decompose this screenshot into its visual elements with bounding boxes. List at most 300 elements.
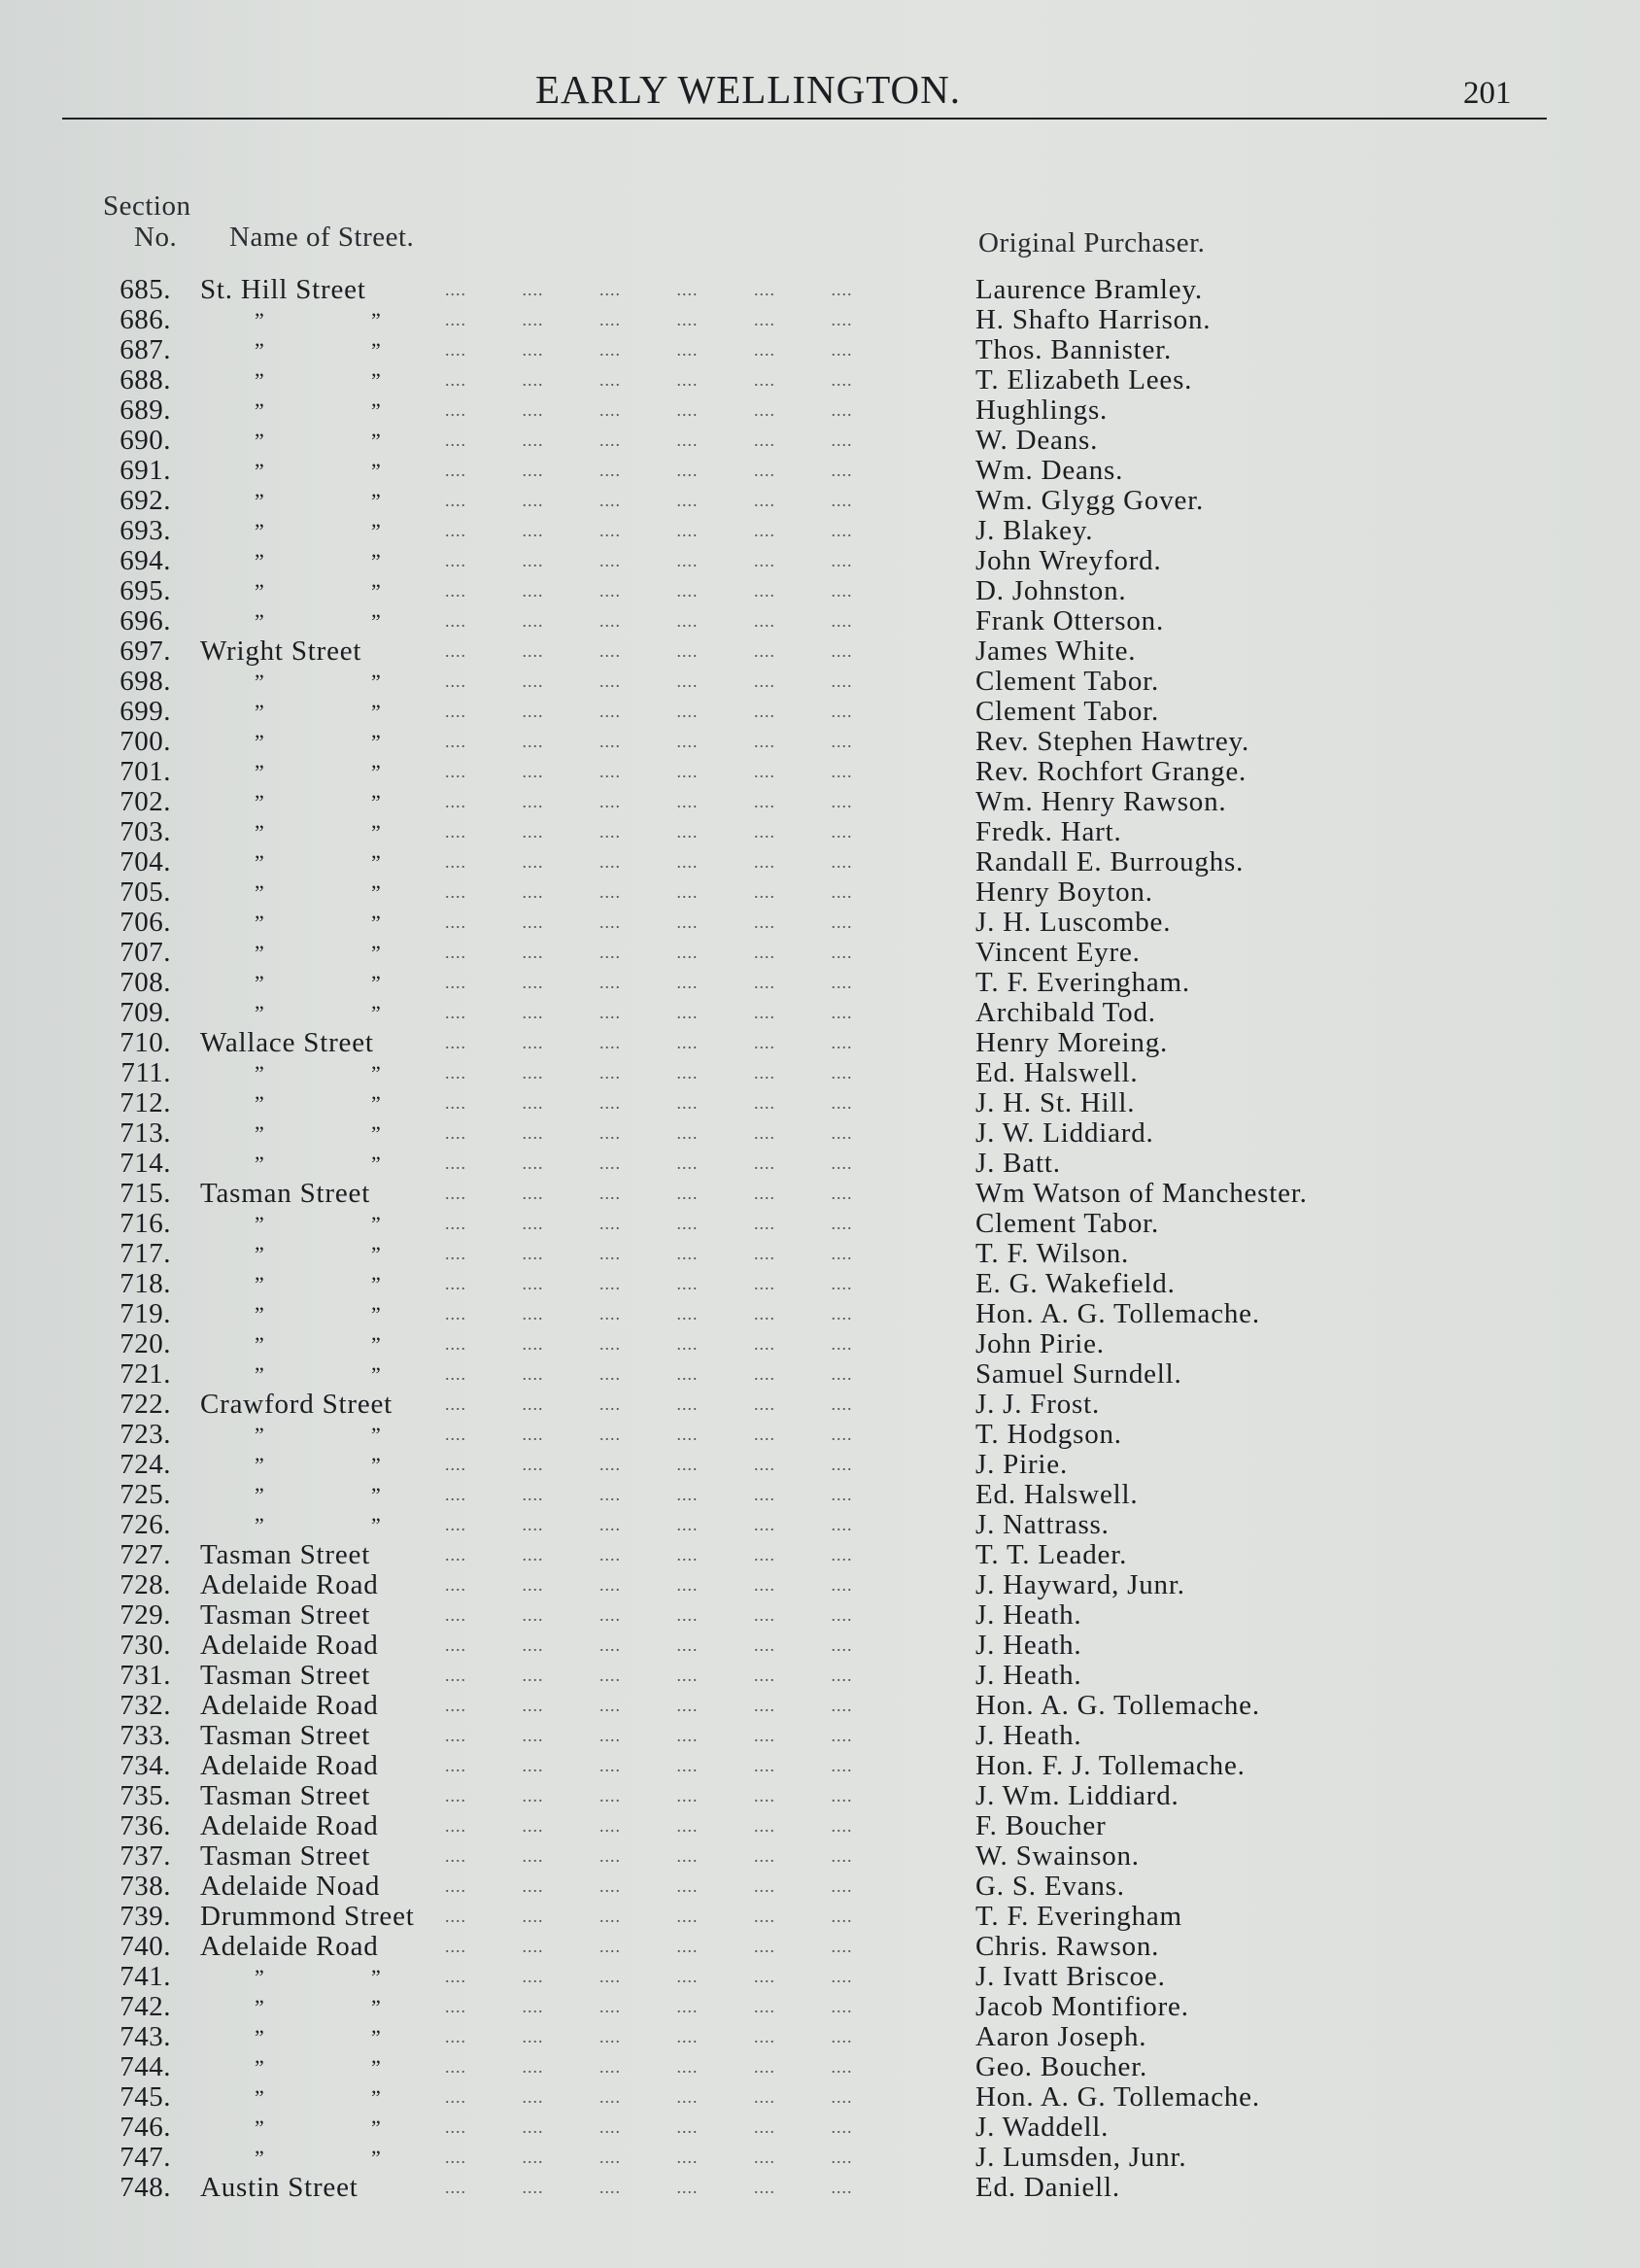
table-row xyxy=(0,1781,1640,1811)
ditto-marks: ” ” xyxy=(255,1212,383,1236)
table-row xyxy=(0,2082,1640,2113)
table-row xyxy=(0,757,1640,787)
dot-leader: .... .... .... .... .... .... xyxy=(445,2148,853,2167)
table-row xyxy=(0,1570,1640,1600)
section-number: 741. xyxy=(120,1961,171,1992)
ditto-marks: ” ” xyxy=(255,2115,383,2140)
dot-leader: .... .... .... .... .... .... xyxy=(445,2027,853,2046)
purchaser-name: Rev. Rochfort Grange. xyxy=(975,756,1247,787)
purchaser-name: John Wreyford. xyxy=(975,545,1162,576)
purchaser-name: Fredk. Hart. xyxy=(975,816,1122,847)
table-row xyxy=(0,1841,1640,1872)
dot-leader: .... .... .... .... .... .... xyxy=(445,2087,853,2107)
purchaser-name: J. Batt. xyxy=(975,1148,1061,1179)
purchaser-name: Chris. Rawson. xyxy=(975,1931,1160,1962)
table-row xyxy=(0,968,1640,998)
purchaser-name: J. Waddell. xyxy=(975,2112,1110,2143)
purchaser-name: Ed. Daniell. xyxy=(975,2172,1120,2203)
dot-leader: .... .... .... .... .... .... xyxy=(445,1304,853,1323)
dot-leader: .... .... .... .... .... .... xyxy=(445,1093,853,1113)
ditto-marks: ” ” xyxy=(255,670,383,694)
section-number: 739. xyxy=(120,1901,171,1932)
purchaser-name: Frank Otterson. xyxy=(975,605,1165,636)
dot-leader: .... .... .... .... .... .... xyxy=(445,1876,853,1896)
dot-leader: .... .... .... .... .... .... xyxy=(445,1997,853,2016)
purchaser-name: J. Lumsden, Junr. xyxy=(975,2142,1187,2173)
purchaser-name: T. T. Leader. xyxy=(975,1539,1128,1570)
ditto-marks: ” ” xyxy=(255,880,383,905)
dot-leader: .... .... .... .... .... .... xyxy=(445,762,853,781)
section-number: 721. xyxy=(120,1358,171,1390)
dot-leader: .... .... .... .... .... .... xyxy=(445,1846,853,1866)
dot-leader: .... .... .... .... .... .... xyxy=(445,1063,853,1082)
purchaser-name: Clement Tabor. xyxy=(975,1208,1160,1239)
dot-leader: .... .... .... .... .... .... xyxy=(445,1033,853,1052)
ditto-marks: ” ” xyxy=(255,730,383,754)
table-row xyxy=(0,1269,1640,1299)
dot-leader: .... .... .... .... .... .... xyxy=(445,1575,853,1595)
dot-leader: .... .... .... .... .... .... xyxy=(445,1756,853,1775)
table-row xyxy=(0,1992,1640,2022)
dot-leader: .... .... .... .... .... .... xyxy=(445,943,853,962)
purchaser-name: Wm Watson of Manchester. xyxy=(975,1178,1308,1209)
purchaser-name: T. F. Wilson. xyxy=(975,1238,1130,1269)
section-number: 694. xyxy=(120,545,171,576)
section-number: 737. xyxy=(120,1840,171,1872)
dot-leader: .... .... .... .... .... .... xyxy=(445,1003,853,1022)
section-number: 726. xyxy=(120,1509,171,1540)
purchaser-name: Thos. Bannister. xyxy=(975,334,1173,365)
section-number: 736. xyxy=(120,1810,171,1841)
purchaser-name: Randall E. Burroughs. xyxy=(975,846,1245,877)
ditto-marks: ” ” xyxy=(255,1061,383,1085)
purchaser-name: Vincent Eyre. xyxy=(975,937,1141,968)
table-row xyxy=(0,1088,1640,1118)
section-number: 730. xyxy=(120,1630,171,1661)
section-number: 714. xyxy=(120,1148,171,1179)
dot-leader: .... .... .... .... .... .... xyxy=(445,461,853,480)
table-row xyxy=(0,426,1640,456)
dot-leader: .... .... .... .... .... .... xyxy=(445,1364,853,1384)
column-header-section-no: No. xyxy=(134,222,178,253)
table-row xyxy=(0,456,1640,486)
section-number: 713. xyxy=(120,1117,171,1149)
purchaser-name: J. H. Luscombe. xyxy=(975,907,1172,938)
street-name: Tasman Street xyxy=(200,1599,371,1631)
section-number: 719. xyxy=(120,1298,171,1329)
purchaser-name: Ed. Halswell. xyxy=(975,1057,1139,1088)
purchaser-name: Archibald Tod. xyxy=(975,997,1156,1028)
purchaser-name: Geo. Boucher. xyxy=(975,2051,1148,2082)
dot-leader: .... .... .... .... .... .... xyxy=(445,641,853,661)
ditto-marks: ” ” xyxy=(255,398,383,423)
section-number: 733. xyxy=(120,1720,171,1751)
ditto-marks: ” ” xyxy=(255,1423,383,1447)
ditto-marks: ” ” xyxy=(255,1332,383,1357)
section-number: 738. xyxy=(120,1871,171,1902)
street-name: Wright Street xyxy=(200,636,362,667)
table-row xyxy=(0,2143,1640,2173)
dot-leader: .... .... .... .... .... .... xyxy=(445,1274,853,1293)
section-number: 686. xyxy=(120,304,171,335)
section-number: 732. xyxy=(120,1690,171,1721)
ditto-marks: ” ” xyxy=(255,760,383,784)
section-number: 718. xyxy=(120,1268,171,1299)
table-row xyxy=(0,1480,1640,1510)
section-number: 708. xyxy=(120,967,171,998)
street-name: Tasman Street xyxy=(200,1780,371,1811)
table-row xyxy=(0,576,1640,606)
section-number: 687. xyxy=(120,334,171,365)
dot-leader: .... .... .... .... .... .... xyxy=(445,1666,853,1685)
section-number: 743. xyxy=(120,2021,171,2052)
section-number: 691. xyxy=(120,455,171,486)
table-row xyxy=(0,1118,1640,1149)
purchaser-name: John Pirie. xyxy=(975,1328,1105,1359)
table-row xyxy=(0,1028,1640,1058)
section-number: 696. xyxy=(120,605,171,636)
section-number: 717. xyxy=(120,1238,171,1269)
ditto-marks: ” ” xyxy=(255,911,383,935)
table-row xyxy=(0,1329,1640,1359)
section-number: 705. xyxy=(120,876,171,908)
section-number: 692. xyxy=(120,485,171,516)
dot-leader: .... .... .... .... .... .... xyxy=(445,1816,853,1836)
table-row xyxy=(0,546,1640,576)
ditto-marks: ” ” xyxy=(255,429,383,453)
dot-leader: .... .... .... .... .... .... xyxy=(445,1786,853,1805)
section-number: 706. xyxy=(120,907,171,938)
table-row xyxy=(0,335,1640,365)
purchaser-name: E. G. Wakefield. xyxy=(975,1268,1176,1299)
purchaser-name: Laurence Bramley. xyxy=(975,274,1203,305)
ditto-marks: ” ” xyxy=(255,1272,383,1296)
table-row xyxy=(0,1932,1640,1962)
ditto-marks: ” ” xyxy=(255,1242,383,1266)
column-header-purchaser: Original Purchaser. xyxy=(978,227,1206,258)
table-row xyxy=(0,998,1640,1028)
purchaser-name: J. J. Frost. xyxy=(975,1389,1101,1420)
table-row xyxy=(0,1600,1640,1631)
table-row xyxy=(0,1179,1640,1209)
ditto-marks: ” ” xyxy=(255,1453,383,1477)
purchaser-name: J. Heath. xyxy=(975,1660,1082,1691)
ditto-marks: ” ” xyxy=(255,489,383,513)
purchaser-name: Henry Moreing. xyxy=(975,1027,1169,1058)
street-name: Adelaide Road xyxy=(200,1690,379,1721)
dot-leader: .... .... .... .... .... .... xyxy=(445,400,853,420)
dot-leader: .... .... .... .... .... .... xyxy=(445,2057,853,2077)
table-row xyxy=(0,1390,1640,1420)
table-row xyxy=(0,395,1640,426)
purchaser-name: J. W. Liddiard. xyxy=(975,1117,1154,1149)
dot-leader: .... .... .... .... .... .... xyxy=(445,1214,853,1233)
section-number: 711. xyxy=(120,1057,171,1088)
dot-leader: .... .... .... .... .... .... xyxy=(445,1425,853,1444)
dot-leader: .... .... .... .... .... .... xyxy=(445,611,853,631)
section-number: 723. xyxy=(120,1419,171,1450)
ditto-marks: ” ” xyxy=(255,549,383,573)
dot-leader: .... .... .... .... .... .... xyxy=(445,852,853,872)
table-row xyxy=(0,305,1640,335)
section-number: 699. xyxy=(120,696,171,727)
section-number: 746. xyxy=(120,2112,171,2143)
dot-leader: .... .... .... .... .... .... xyxy=(445,732,853,751)
purchaser-name: W. Swainson. xyxy=(975,1840,1140,1872)
table-row xyxy=(0,1149,1640,1179)
dot-leader: .... .... .... .... .... .... xyxy=(445,1485,853,1504)
section-number: 748. xyxy=(120,2172,171,2203)
purchaser-name: Hon. A. G. Tollemache. xyxy=(975,1690,1260,1721)
dot-leader: .... .... .... .... .... .... xyxy=(445,1726,853,1745)
purchaser-name: T. Hodgson. xyxy=(975,1419,1122,1450)
purchaser-name: James White. xyxy=(975,636,1137,667)
ditto-marks: ” ” xyxy=(255,368,383,393)
purchaser-name: W. Deans. xyxy=(975,425,1099,456)
table-row xyxy=(0,667,1640,697)
section-number: 716. xyxy=(120,1208,171,1239)
purchaser-name: D. Johnston. xyxy=(975,575,1127,606)
table-row xyxy=(0,636,1640,667)
dot-leader: .... .... .... .... .... .... xyxy=(445,822,853,842)
dot-leader: .... .... .... .... .... .... xyxy=(445,310,853,329)
street-name: Adelaide Road xyxy=(200,1569,379,1600)
dot-leader: .... .... .... .... .... .... xyxy=(445,2178,853,2197)
street-name: Wallace Street xyxy=(200,1027,374,1058)
dot-leader: .... .... .... .... .... .... xyxy=(445,973,853,992)
table-row xyxy=(0,1540,1640,1570)
table-row xyxy=(0,1450,1640,1480)
purchaser-name: Wm. Henry Rawson. xyxy=(975,786,1227,817)
section-number: 702. xyxy=(120,786,171,817)
section-number: 720. xyxy=(120,1328,171,1359)
table-row xyxy=(0,275,1640,305)
ditto-marks: ” ” xyxy=(255,338,383,362)
section-number: 697. xyxy=(120,636,171,667)
ditto-marks: ” ” xyxy=(255,971,383,995)
ditto-marks: ” ” xyxy=(255,308,383,332)
section-number: 745. xyxy=(120,2081,171,2113)
table-row xyxy=(0,727,1640,757)
ditto-marks: ” ” xyxy=(255,941,383,965)
dot-leader: .... .... .... .... .... .... xyxy=(445,1967,853,1986)
ditto-marks: ” ” xyxy=(255,1151,383,1176)
purchaser-name: F. Boucher xyxy=(975,1810,1107,1841)
section-number: 740. xyxy=(120,1931,171,1962)
table-row xyxy=(0,486,1640,516)
dot-leader: .... .... .... .... .... .... xyxy=(445,671,853,691)
purchaser-name: Ed. Halswell. xyxy=(975,1479,1139,1510)
dot-leader: .... .... .... .... .... .... xyxy=(445,1635,853,1655)
dot-leader: .... .... .... .... .... .... xyxy=(445,430,853,450)
table-row xyxy=(0,908,1640,938)
table-row xyxy=(0,1661,1640,1691)
header-rule xyxy=(62,118,1547,120)
ditto-marks: ” ” xyxy=(255,1302,383,1326)
ditto-marks: ” ” xyxy=(255,1001,383,1025)
section-number: 735. xyxy=(120,1780,171,1811)
ditto-marks: ” ” xyxy=(255,700,383,724)
section-number: 722. xyxy=(120,1389,171,1420)
dot-leader: .... .... .... .... .... .... xyxy=(445,1907,853,1926)
purchaser-name: T. Elizabeth Lees. xyxy=(975,364,1193,395)
dot-leader: .... .... .... .... .... .... xyxy=(445,1153,853,1173)
column-header-section: Section xyxy=(103,190,191,222)
section-number: 747. xyxy=(120,2142,171,2173)
purchaser-name: J. Ivatt Briscoe. xyxy=(975,1961,1166,1992)
dot-leader: .... .... .... .... .... .... xyxy=(445,1605,853,1625)
purchaser-name: J. Blakey. xyxy=(975,515,1094,546)
ditto-marks: ” ” xyxy=(255,850,383,875)
purchaser-name: Hon. F. J. Tollemache. xyxy=(975,1750,1246,1781)
running-head-title: EARLY WELLINGTON. xyxy=(534,67,961,112)
ditto-marks: ” ” xyxy=(255,459,383,483)
purchaser-name: J. Wm. Liddiard. xyxy=(975,1780,1179,1811)
ditto-marks: ” ” xyxy=(255,2055,383,2079)
table-row xyxy=(0,1811,1640,1841)
section-number: 693. xyxy=(120,515,171,546)
table-row xyxy=(0,516,1640,546)
street-name: Tasman Street xyxy=(200,1840,371,1872)
purchaser-name: Jacob Montifiore. xyxy=(975,1991,1189,2022)
dot-leader: .... .... .... .... .... .... xyxy=(445,1123,853,1143)
dot-leader: .... .... .... .... .... .... xyxy=(445,1515,853,1534)
table-row xyxy=(0,1631,1640,1661)
table-row xyxy=(0,1239,1640,1269)
ditto-marks: ” ” xyxy=(255,1362,383,1387)
table-row xyxy=(0,1872,1640,1902)
table-row xyxy=(0,1751,1640,1781)
dot-leader: .... .... .... .... .... .... xyxy=(445,792,853,811)
purchaser-name: Clement Tabor. xyxy=(975,666,1160,697)
ditto-marks: ” ” xyxy=(255,1995,383,2019)
dot-leader: .... .... .... .... .... .... xyxy=(445,1545,853,1564)
dot-leader: .... .... .... .... .... .... xyxy=(445,912,853,932)
dot-leader: .... .... .... .... .... .... xyxy=(445,491,853,510)
purchaser-name: J. Heath. xyxy=(975,1599,1082,1631)
section-number: 700. xyxy=(120,726,171,757)
section-number: 724. xyxy=(120,1449,171,1480)
street-name: Adelaide Road xyxy=(200,1931,379,1962)
section-number: 729. xyxy=(120,1599,171,1631)
section-list xyxy=(0,275,1640,2203)
purchaser-name: J. Hayward, Junr. xyxy=(975,1569,1185,1600)
section-number: 710. xyxy=(120,1027,171,1058)
dot-leader: .... .... .... .... .... .... xyxy=(445,280,853,299)
purchaser-name: Aaron Joseph. xyxy=(975,2021,1147,2052)
dot-leader: .... .... .... .... .... .... xyxy=(445,1696,853,1715)
dot-leader: .... .... .... .... .... .... xyxy=(445,1244,853,1263)
ditto-marks: ” ” xyxy=(255,2085,383,2110)
purchaser-name: J. Pirie. xyxy=(975,1449,1069,1480)
purchaser-name: Wm. Deans. xyxy=(975,455,1124,486)
table-row xyxy=(0,2113,1640,2143)
dot-leader: .... .... .... .... .... .... xyxy=(445,1455,853,1474)
table-row xyxy=(0,1721,1640,1751)
section-number: 701. xyxy=(120,756,171,787)
street-name: Adelaide Road xyxy=(200,1750,379,1781)
table-row xyxy=(0,2022,1640,2052)
table-row xyxy=(0,1359,1640,1390)
street-name: Drummond Street xyxy=(200,1901,415,1932)
purchaser-name: Wm. Glygg Gover. xyxy=(975,485,1205,516)
ditto-marks: ” ” xyxy=(255,1483,383,1507)
street-name: Adelaide Road xyxy=(200,1810,379,1841)
page-number: 201 xyxy=(1463,76,1512,111)
section-number: 712. xyxy=(120,1087,171,1118)
section-number: 731. xyxy=(120,1660,171,1691)
section-number: 734. xyxy=(120,1750,171,1781)
ditto-marks: ” ” xyxy=(255,820,383,844)
table-row xyxy=(0,877,1640,908)
street-name: Adelaide Noad xyxy=(200,1871,381,1902)
purchaser-name: J. Heath. xyxy=(975,1720,1082,1751)
dot-leader: .... .... .... .... .... .... xyxy=(445,370,853,390)
section-number: 690. xyxy=(120,425,171,456)
section-number: 703. xyxy=(120,816,171,847)
section-number: 728. xyxy=(120,1569,171,1600)
table-row xyxy=(0,697,1640,727)
dot-leader: .... .... .... .... .... .... xyxy=(445,551,853,570)
section-number: 695. xyxy=(120,575,171,606)
section-number: 715. xyxy=(120,1178,171,1209)
table-row xyxy=(0,847,1640,877)
purchaser-name: Rev. Stephen Hawtrey. xyxy=(975,726,1250,757)
section-number: 685. xyxy=(120,274,171,305)
purchaser-name: Hon. A. G. Tollemache. xyxy=(975,1298,1260,1329)
ditto-marks: ” ” xyxy=(255,579,383,603)
ditto-marks: ” ” xyxy=(255,1091,383,1116)
ditto-marks: ” ” xyxy=(255,2025,383,2049)
dot-leader: .... .... .... .... .... .... xyxy=(445,521,853,540)
section-number: 707. xyxy=(120,937,171,968)
table-row xyxy=(0,938,1640,968)
purchaser-name: H. Shafto Harrison. xyxy=(975,304,1212,335)
street-name: Tasman Street xyxy=(200,1720,371,1751)
section-number: 698. xyxy=(120,666,171,697)
street-name: Tasman Street xyxy=(200,1539,371,1570)
street-name: Adelaide Road xyxy=(200,1630,379,1661)
section-number: 704. xyxy=(120,846,171,877)
dot-leader: .... .... .... .... .... .... xyxy=(445,581,853,601)
dot-leader: .... .... .... .... .... .... xyxy=(445,1937,853,1956)
purchaser-name: T. F. Everingham xyxy=(975,1901,1182,1932)
street-name: Austin Street xyxy=(200,2172,359,2203)
table-row xyxy=(0,1299,1640,1329)
ditto-marks: ” ” xyxy=(255,609,383,634)
table-row xyxy=(0,606,1640,636)
dot-leader: .... .... .... .... .... .... xyxy=(445,340,853,360)
purchaser-name: Clement Tabor. xyxy=(975,696,1160,727)
purchaser-name: J. Nattrass. xyxy=(975,1509,1110,1540)
street-name: Crawford Street xyxy=(200,1389,393,1420)
section-number: 727. xyxy=(120,1539,171,1570)
table-row xyxy=(0,1902,1640,1932)
table-row xyxy=(0,2173,1640,2203)
street-name: Tasman Street xyxy=(200,1178,371,1209)
dot-leader: .... .... .... .... .... .... xyxy=(445,2117,853,2137)
dot-leader: .... .... .... .... .... .... xyxy=(445,702,853,721)
street-name: Tasman Street xyxy=(200,1660,371,1691)
purchaser-name: Henry Boyton. xyxy=(975,876,1153,908)
ditto-marks: ” ” xyxy=(255,1513,383,1537)
section-number: 744. xyxy=(120,2051,171,2082)
ditto-marks: ” ” xyxy=(255,1965,383,1989)
purchaser-name: Hon. A. G. Tollemache. xyxy=(975,2081,1260,2113)
dot-leader: .... .... .... .... .... .... xyxy=(445,1334,853,1354)
section-number: 709. xyxy=(120,997,171,1028)
dot-leader: .... .... .... .... .... .... xyxy=(445,882,853,902)
